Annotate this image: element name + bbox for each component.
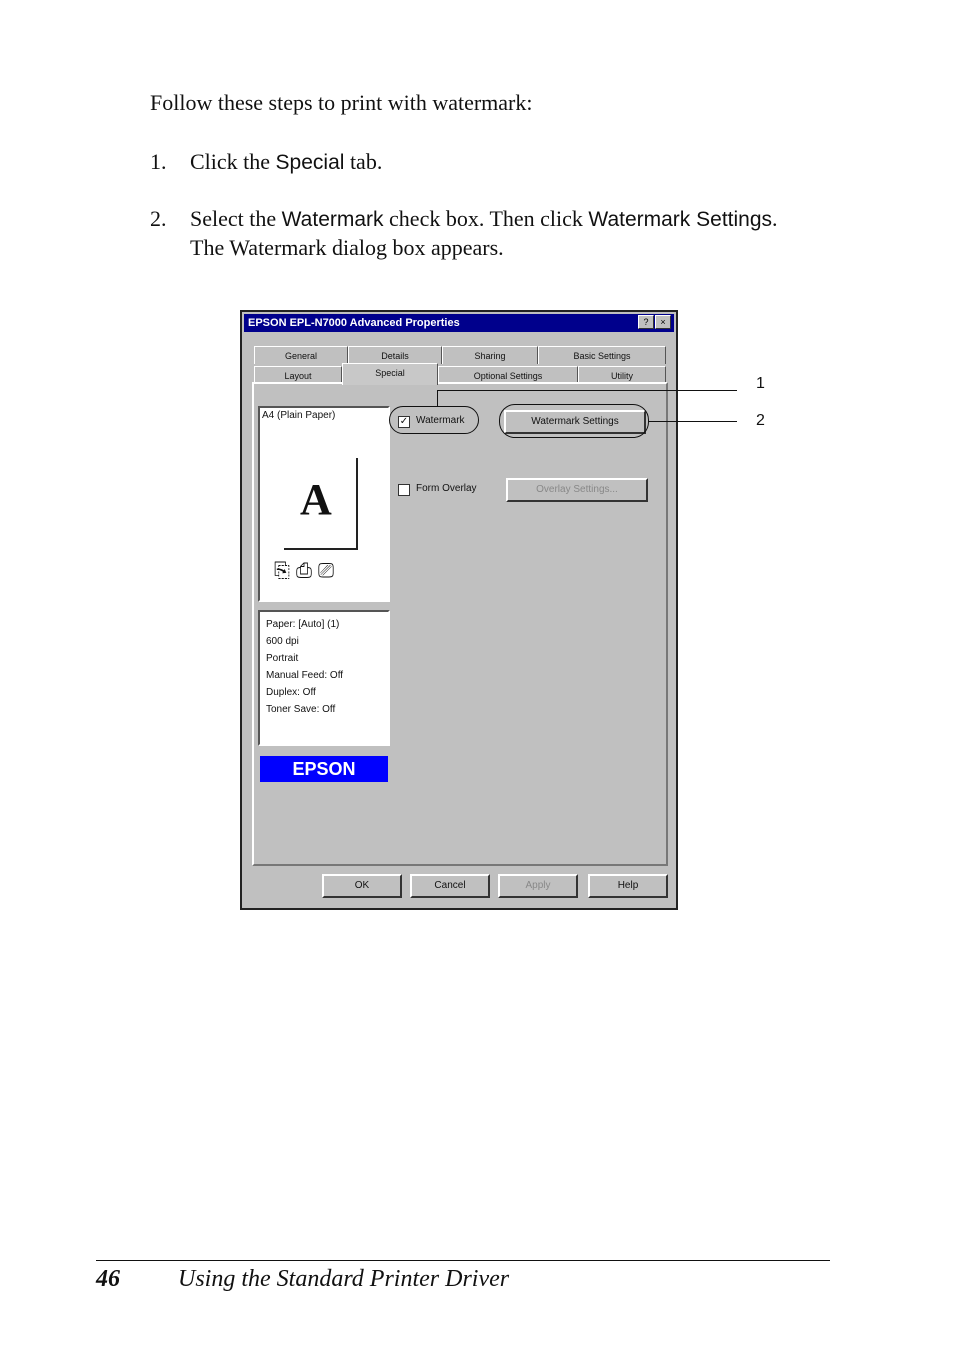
footer-title: Using the Standard Printer Driver [178, 1266, 510, 1292]
help-title-button[interactable]: ? [638, 315, 654, 329]
dialog-title: EPSON EPL-N7000 Advanced Properties [244, 314, 674, 332]
paper-label: A4 (Plain Paper) [262, 410, 336, 421]
settings-line: 600 dpi [266, 636, 299, 647]
tab-sharing[interactable]: Sharing [442, 346, 538, 364]
callout-oval-watermark [389, 406, 479, 434]
tab-special[interactable]: Special [342, 363, 438, 385]
cancel-button[interactable]: Cancel [410, 874, 490, 898]
help-button[interactable]: Help [588, 874, 668, 898]
callout-number-2: 2 [756, 412, 765, 429]
tab-general[interactable]: General [254, 346, 348, 364]
page-preview [258, 406, 390, 602]
apply-button[interactable]: Apply [498, 874, 578, 898]
watermark-checkbox[interactable]: ✓ [399, 416, 409, 427]
tab-utility[interactable]: Utility [578, 366, 666, 384]
step-number: 2. [150, 206, 167, 231]
callout-leader-1-drop [437, 390, 438, 406]
step-text: Select the Watermark check box. Then click Watermark Settings. The Watermark dialog box appears. [190, 206, 778, 260]
watermark-label: Watermark [416, 415, 465, 426]
settings-line: Paper: [Auto] (1) [266, 619, 340, 630]
preview-glyph: A [300, 475, 332, 524]
step-text: Click the Special tab. [190, 149, 383, 174]
watermark-settings-button[interactable]: Watermark Settings [504, 410, 646, 434]
step-number: 1. [150, 149, 167, 174]
tab-optional-settings[interactable]: Optional Settings [438, 366, 578, 384]
form-overlay-checkbox[interactable] [398, 484, 410, 496]
epson-logo: EPSON [260, 756, 388, 782]
settings-line: Toner Save: Off [266, 704, 336, 715]
intro-text: Follow these steps to print with watermark: [150, 90, 533, 115]
orientation-icons: ⎘⎙⎚ [274, 560, 340, 582]
ok-button[interactable]: OK [322, 874, 402, 898]
tab-layout[interactable]: Layout [254, 366, 342, 384]
close-title-button[interactable]: × [655, 315, 671, 329]
tab-details[interactable]: Details [348, 346, 442, 364]
settings-summary [258, 610, 390, 746]
printer-properties-dialog [240, 310, 678, 910]
form-overlay-label: Form Overlay [416, 483, 477, 494]
overlay-settings-button[interactable]: Overlay Settings... [506, 478, 648, 502]
settings-line: Duplex: Off [266, 687, 316, 698]
page-number: 46 [96, 1266, 120, 1292]
footer-rule [96, 1260, 830, 1261]
callout-leader-2 [649, 421, 737, 422]
settings-line: Manual Feed: Off [266, 670, 344, 681]
page-sheet [284, 458, 358, 550]
callout-number-1: 1 [756, 375, 765, 392]
callout-oval-watermark-settings [499, 404, 649, 438]
settings-line: Portrait [266, 653, 299, 664]
tab-basic-settings[interactable]: Basic Settings [538, 346, 666, 364]
callout-leader-1 [437, 390, 737, 391]
